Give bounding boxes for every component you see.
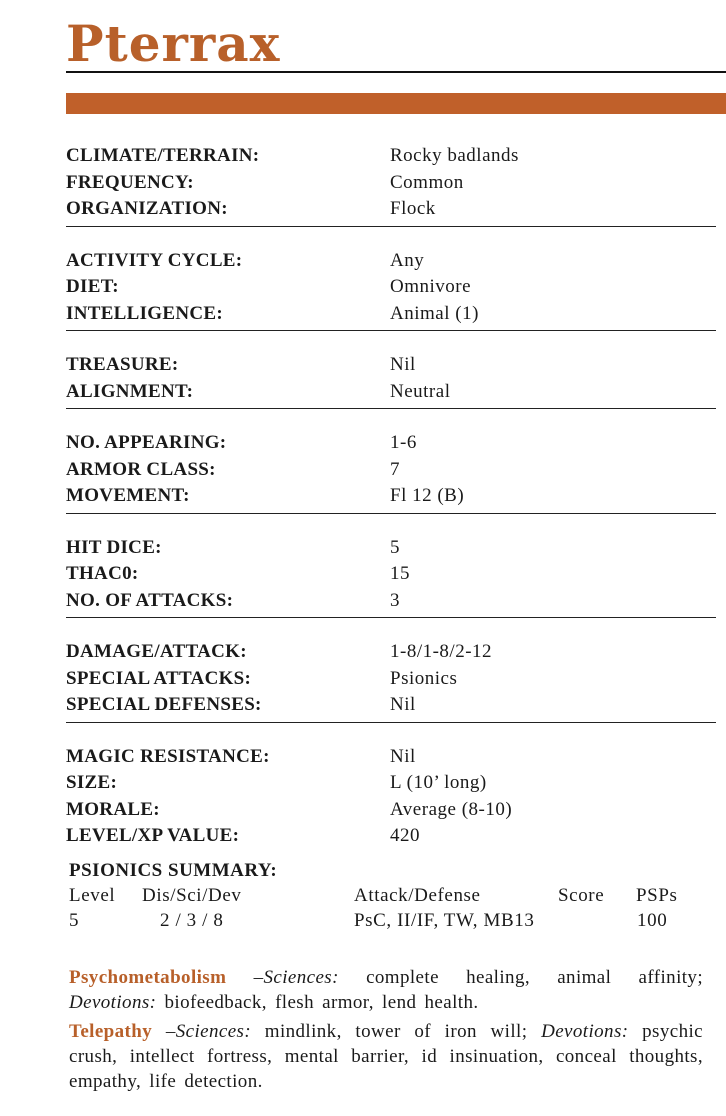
stat-group — [66, 430, 716, 514]
psionics-title: PSIONICS SUMMARY: — [69, 860, 278, 881]
discipline-dash: – — [253, 967, 264, 988]
stat-row — [66, 170, 716, 197]
stat-value: Average (8-10) — [390, 798, 513, 820]
psionics-attack-defense: PsC, II/IF, TW, MB13 — [354, 910, 535, 931]
psionics-level: 5 — [69, 910, 80, 931]
title-rule — [66, 71, 726, 73]
stat-value: Fl 12 (B) — [390, 485, 465, 507]
discipline-psychometabolism — [69, 965, 703, 1015]
discipline-dash: – — [165, 1021, 176, 1042]
stat-value: Flock — [390, 198, 436, 220]
devotions-label: Devotions: — [541, 1021, 629, 1042]
stat-label: MOVEMENT: — [66, 485, 190, 507]
stat-value: Animal (1) — [390, 302, 479, 324]
stat-value: Nil — [390, 354, 416, 376]
stat-label: ACTIVITY CYCLE: — [66, 249, 243, 271]
stat-group — [66, 352, 716, 409]
stat-value: Psionics — [390, 667, 458, 689]
stat-label: THAC0: — [66, 563, 139, 585]
stat-label: TREASURE: — [66, 354, 179, 376]
stat-label: LEVEL/XP VALUE: — [66, 825, 240, 847]
psionics-dsd: 2 / 3 / 8 — [160, 910, 224, 931]
stat-row — [66, 692, 716, 719]
psionics-header-dsd: Dis/Sci/Dev — [142, 885, 242, 906]
discipline-telepathy — [69, 1019, 703, 1094]
psionics-header-score: Score — [558, 885, 605, 906]
devotions-list: psychic crush, intellect fortress, mental barrier, id insinuation, conceal thoughts, empathy, life detection. — [69, 1021, 703, 1092]
stat-value: Nil — [390, 694, 416, 716]
sciences-list: complete healing, animal affinity; — [366, 967, 703, 988]
stat-label: HIT DICE: — [66, 536, 162, 558]
stat-row — [66, 196, 716, 223]
stat-group — [66, 535, 716, 619]
stat-row — [66, 561, 716, 588]
stat-row — [66, 666, 716, 693]
devotions-label: Devotions: — [69, 992, 157, 1013]
stat-label: ALIGNMENT: — [66, 380, 194, 402]
psionics-table — [69, 885, 719, 935]
stat-label: SIZE: — [66, 772, 118, 794]
stat-value: Nil — [390, 745, 416, 767]
stat-label: DIET: — [66, 276, 119, 298]
stat-value: Common — [390, 171, 464, 193]
stat-row — [66, 301, 716, 328]
header-bar — [66, 93, 726, 114]
stat-group — [66, 248, 716, 332]
psionics-header-psps: PSPs — [636, 885, 678, 906]
stat-group — [66, 744, 716, 853]
stat-label: ORGANIZATION: — [66, 198, 228, 220]
stat-row — [66, 797, 716, 824]
stat-value: L (10’ long) — [390, 772, 487, 794]
stat-value: 420 — [390, 825, 420, 847]
stat-row — [66, 535, 716, 562]
discipline-name: Psychometabolism — [69, 967, 227, 988]
stat-group — [66, 639, 716, 723]
stat-value: Rocky badlands — [390, 145, 519, 167]
stat-block — [66, 143, 716, 874]
stat-label: MAGIC RESISTANCE: — [66, 745, 270, 767]
stat-row — [66, 770, 716, 797]
stat-value: Any — [390, 249, 425, 271]
stat-label: FREQUENCY: — [66, 171, 194, 193]
sciences-list: mindlink, tower of iron will; — [264, 1021, 528, 1042]
stat-value: 7 — [390, 458, 400, 480]
psionics-header-level: Level — [69, 885, 116, 906]
stat-label: DAMAGE/ATTACK: — [66, 641, 247, 663]
stat-row — [66, 274, 716, 301]
stat-value: 1-6 — [390, 432, 417, 454]
psionics-header-row — [69, 885, 719, 910]
stat-label: INTELLIGENCE: — [66, 302, 223, 324]
sciences-label: Sciences: — [263, 967, 339, 988]
stat-row — [66, 823, 716, 850]
stat-row — [66, 744, 716, 771]
stat-value: Omnivore — [390, 276, 472, 298]
stat-row — [66, 457, 716, 484]
stat-value: 3 — [390, 589, 400, 611]
stat-label: SPECIAL DEFENSES: — [66, 694, 262, 716]
sciences-label: Sciences: — [175, 1021, 252, 1042]
devotions-list: biofeedback, flesh armor, lend health. — [164, 992, 479, 1013]
stat-row — [66, 379, 716, 406]
discipline-name: Telepathy — [69, 1021, 153, 1042]
stat-value: Neutral — [390, 380, 451, 402]
stat-row — [66, 483, 716, 510]
stat-row — [66, 588, 716, 615]
stat-label: ARMOR CLASS: — [66, 458, 216, 480]
stat-label: NO. OF ATTACKS: — [66, 589, 234, 611]
stat-label: NO. APPEARING: — [66, 432, 227, 454]
stat-row — [66, 430, 716, 457]
psionics-header-attack-defense: Attack/Defense — [354, 885, 481, 906]
stat-row — [66, 352, 716, 379]
stat-label: MORALE: — [66, 798, 160, 820]
stat-value: 5 — [390, 536, 400, 558]
stat-value: 1-8/1-8/2-12 — [390, 641, 493, 663]
stat-label: CLIMATE/TERRAIN: — [66, 145, 260, 167]
stat-group — [66, 143, 716, 227]
psionics-psps: 100 — [637, 910, 668, 931]
psionics-value-row — [69, 910, 719, 935]
stat-value: 15 — [390, 563, 410, 585]
stat-row — [66, 639, 716, 666]
stat-row — [66, 143, 716, 170]
stat-label: SPECIAL ATTACKS: — [66, 667, 252, 689]
page-title: Pterrax — [66, 14, 281, 73]
stat-row — [66, 248, 716, 275]
